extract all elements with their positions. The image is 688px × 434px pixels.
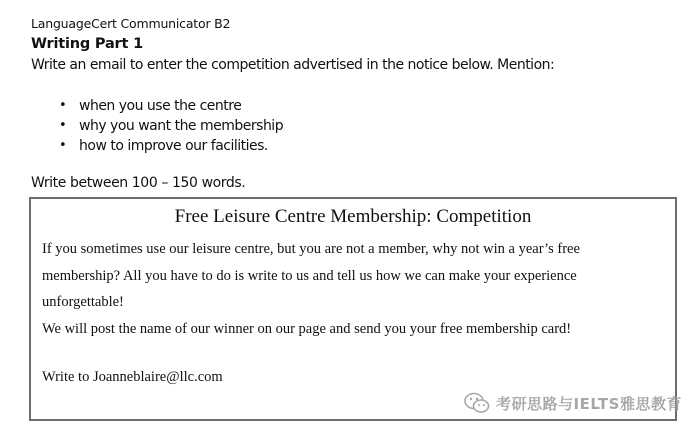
task-point bbox=[59, 136, 283, 156]
bullet-icon: • bbox=[59, 98, 67, 113]
task-points-list bbox=[59, 96, 283, 156]
task-instruction: Write an email to enter the competition advertised in the notice below. Mention: bbox=[31, 57, 555, 73]
task-point bbox=[59, 116, 283, 136]
competition-notice bbox=[29, 197, 677, 421]
notice-title: Free Leisure Centre Membership: Competition bbox=[174, 206, 532, 227]
task-point-text: when you use the centre bbox=[79, 98, 242, 114]
task-point bbox=[59, 96, 283, 116]
notice-body-line: unforgettable! bbox=[42, 294, 124, 310]
exam-name: LanguageCert Communicator B2 bbox=[31, 16, 231, 31]
notice-body-line: We will post the name of our winner on our page and send you your free membership card! bbox=[42, 320, 572, 337]
bullet-icon: • bbox=[59, 138, 67, 153]
bullet-icon: • bbox=[59, 118, 67, 133]
notice-body bbox=[42, 236, 674, 342]
wechat-icon bbox=[464, 392, 490, 414]
task-point-text: how to improve our facilities. bbox=[79, 138, 268, 154]
section-title: Writing Part 1 bbox=[31, 36, 143, 52]
task-point-text: why you want the membership bbox=[79, 118, 284, 134]
word-count-instruction: Write between 100 – 150 words. bbox=[31, 175, 246, 191]
notice-body-line: If you sometimes use our leisure centre, but you are not a member, why not win a year’s free bbox=[42, 241, 580, 257]
notice-contact: Write to Joanneblaire@llc.com bbox=[42, 369, 223, 385]
watermark-text: 考研思路与IELTS雅思教育 bbox=[496, 394, 682, 413]
notice-body-line: membership? All you have to do is write to us and tell us how we can make your experience bbox=[42, 267, 577, 284]
watermark bbox=[464, 392, 682, 414]
